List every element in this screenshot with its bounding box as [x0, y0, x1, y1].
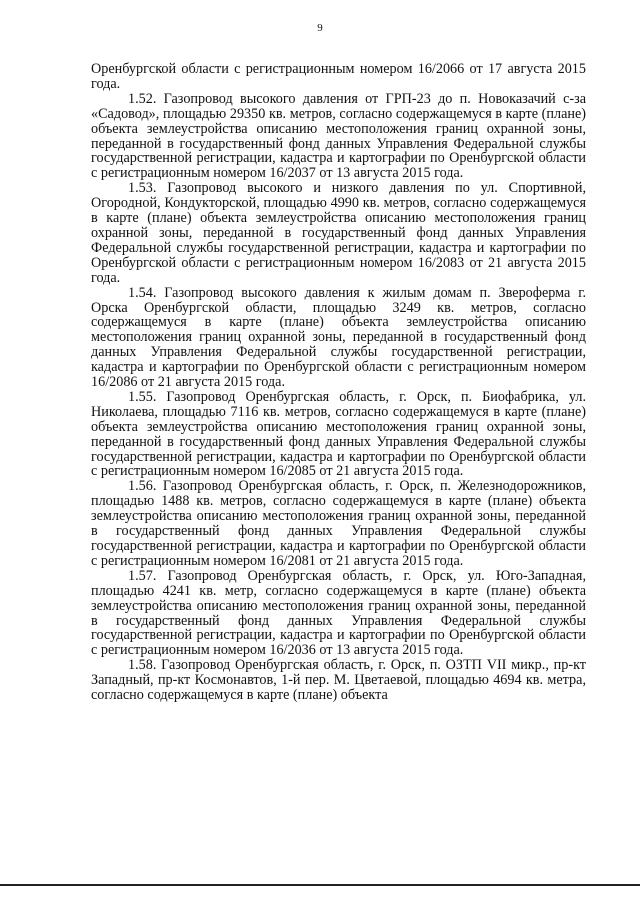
document-body: [91, 62, 586, 703]
paragraph-1-55: 1.55. Газопровод Оренбургская область, г. Орск, п. Биофабрика, ул. Николаева, площадью 7116 кв. метров, согласно содержащемуся в карте (плане) объекта землеустройства описанию местоположения границ охранной зоны, переданной в государственный фонд данных Управления Федеральной службы государственной регистрации, кадастра и картографии по Оренбургской области с регистрационным номером 16/2085 от 21 августа 2015 года.: [91, 388, 586, 480]
paragraph-1-54: 1.54. Газопровод высокого давления к жилым домам п. Звероферма г. Орска Оренбургской области, площадью 3249 кв. метров, согласно содержащемуся в карте (плане) объекта землеустройства описанию местоположения границ охранной зоны, переданной в государственный фонд данных Управления Федеральной службы государственной регистрации, кадастра и картографии по Оренбургской области с регистрационным номером 16/2086 от 21 августа 2015 года.: [91, 284, 586, 391]
page-number: 9: [317, 22, 323, 34]
paragraph-1-57: 1.57. Газопровод Оренбургская область, г. Орск, ул. Юго-Западная, площадью 4241 кв. метр, согласно содержащемуся в карте (плане) объекта землеустройства описанию местоположения границ охранной зоны, переданной в государственный фонд данных Управления Федеральной службы государственной регистрации, кадастра и картографии по Оренбургской области с регистрационным номером 16/2036 от 13 августа 2015 года.: [91, 567, 586, 659]
paragraph-1-52: 1.52. Газопровод высокого давления от ГРП-23 до п. Новоказачий с-за «Садовод», площадью 29350 кв. метров, согласно содержащемуся в карте (плане) объекта землеустройства описанию местоположения границ охранной зоны, переданной в государственный фонд данных Управления Федеральной службы государственной регистрации, кадастра и картографии по Оренбургской области с регистрационным номером 16/2037 от 13 августа 2015 года.: [91, 90, 586, 182]
paragraph-continuation: Оренбургской области с регистрационным номером 16/2066 от 17 августа 2015 года.: [91, 61, 586, 92]
bottom-divider: [0, 884, 640, 886]
paragraph-1-56: 1.56. Газопровод Оренбургская область, г. Орск, п. Железнодорожников, площадью 1488 кв. метров, согласно содержащемуся в карте (плане) объекта землеустройства описанию местоположения границ охранной зоны, переданной в государственный фонд данных Управления Федеральной службы государственной регистрации, кадастра и картографии по Оренбургской области с регистрационным номером 16/2081 от 21 августа 2015 года.: [91, 478, 586, 569]
paragraph-1-53: 1.53. Газопровод высокого и низкого давления по ул. Спортивной, Огородной, Кондукторской, площадью 4990 кв. метров, согласно содержащемуся в карте (плане) объекта землеустройства описанию местоположения границ охранной зоны, переданной в государственный фонд данных Управления Федеральной службы государственной регистрации, кадастра и картографии по Оренбургской области с регистрационным номером 16/2083 от 21 августа 2015 года.: [91, 180, 586, 286]
paragraph-1-58: 1.58. Газопровод Оренбургская область, г. Орск, п. ОЗТП VII микр., пр-кт Западный, пр-кт Космонавтов, 1-й пер. М. Цветаевой, площадью 4694 кв. метра, согласно содержащемуся в карте (плане) объекта: [91, 657, 586, 704]
